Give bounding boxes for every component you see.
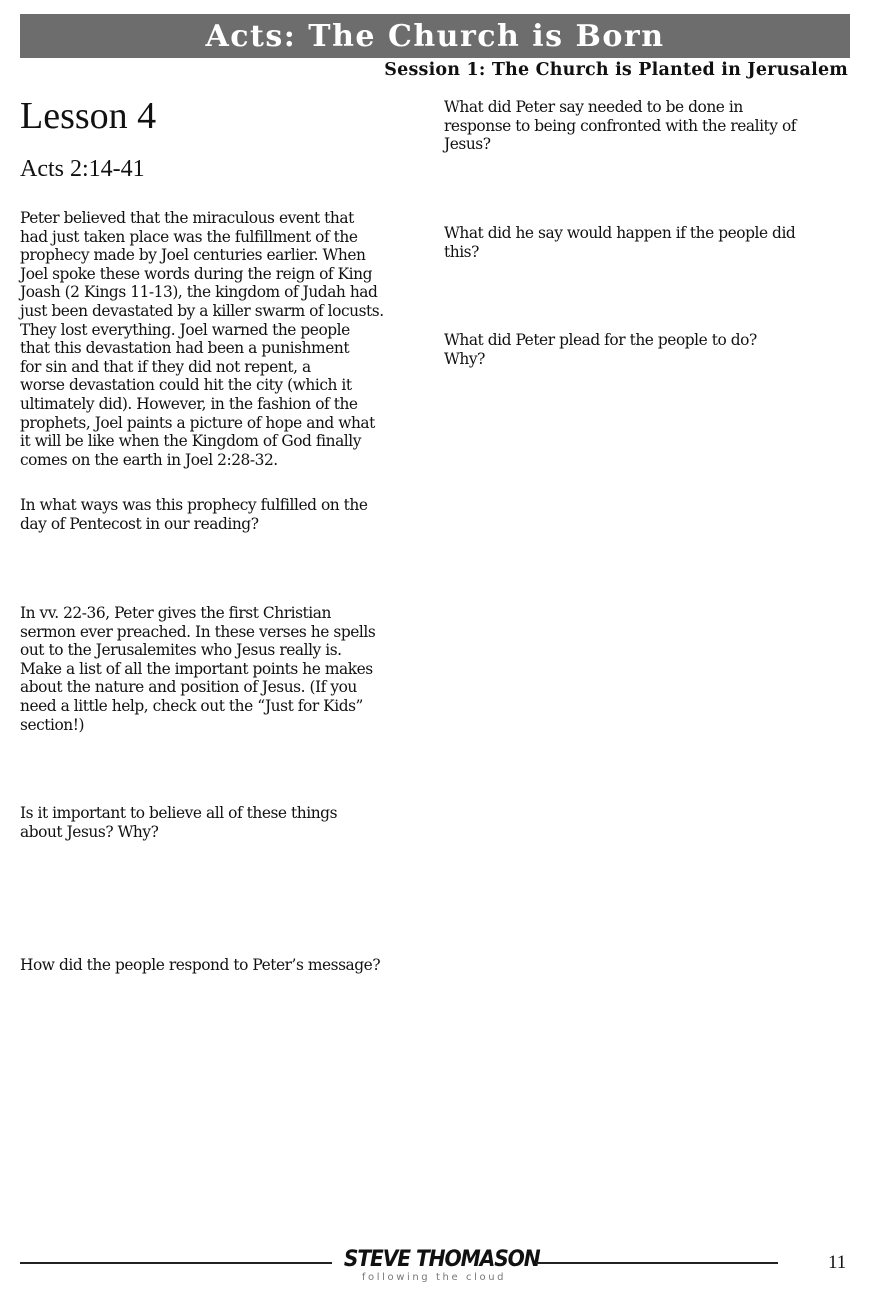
question-sermon-points: In vv. 22-36, Peter gives the first Christian sermon ever preached. In these verses he spells out to the Jerusalemites who Jesus really is. Make a list of all the important points he makes about the nature and position of Jesus. (If you need a little help, check out the “Just for Kids” section!) bbox=[20, 604, 376, 734]
session-title: Session 1: The Church is Planted in Jerusalem bbox=[384, 60, 848, 80]
lesson-title: Lesson 4 bbox=[20, 95, 157, 137]
footer-rule-right bbox=[536, 1262, 778, 1264]
scripture-reference: Acts 2:14-41 bbox=[20, 156, 145, 182]
title-banner bbox=[20, 14, 850, 58]
question-peter-plead: What did Peter plead for the people to do? Why? bbox=[444, 331, 757, 368]
question-believe-jesus: Is it important to believe all of these things about Jesus? Why? bbox=[20, 804, 338, 841]
author-logo bbox=[336, 1247, 540, 1284]
question-what-happen: What did he say would happen if the people did this? bbox=[444, 224, 796, 261]
question-prophecy-fulfilled: In what ways was this prophecy fulfilled on the day of Pentecost in our reading? bbox=[20, 496, 368, 533]
intro-paragraph: Peter believed that the miraculous event that had just taken place was the fulfillment of the prophecy made by Joel centuries earlier. When Joel spoke these words during the reign of King Joash (2 Kings 11-13), the kingdom of Judah had just been devastated by a killer swarm of locusts. They lost everything. Joel warned the people that this devastation had been a punishment for sin and that if they did not repent, a worse devastation could hit the city (which it ultimately did). However, in the fashion of the prophets, Joel paints a picture of hope and what it will be like when the Kingdom of God finally comes on the earth in Joel 2:28-32. bbox=[20, 209, 384, 469]
footer-rule-left bbox=[20, 1262, 332, 1264]
book-title: Acts: The Church is Born bbox=[205, 18, 665, 54]
question-people-respond: How did the people respond to Peter’s message? bbox=[20, 956, 381, 974]
logo-tagline: following the cloud bbox=[361, 1272, 507, 1283]
page-number: 11 bbox=[828, 1252, 847, 1273]
logo-name: STEVE THOMASON bbox=[343, 1247, 540, 1272]
question-what-needed: What did Peter say needed to be done in response to being confronted with the reality of Jesus? bbox=[444, 98, 797, 154]
